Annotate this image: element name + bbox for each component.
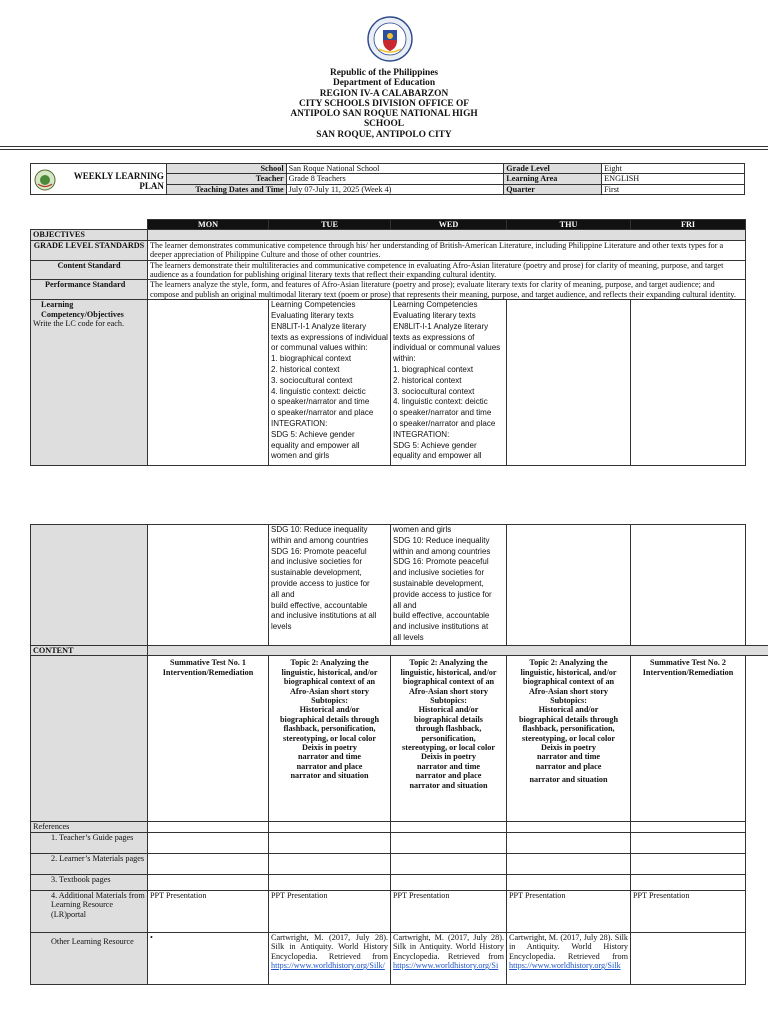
area-label: Learning Area bbox=[504, 174, 602, 184]
header-line: CITY SCHOOLS DIVISION OFFICE OF bbox=[299, 98, 469, 109]
lc2-fri bbox=[631, 525, 746, 646]
citation-link[interactable]: https://www.worldhistory.org/Silk bbox=[509, 961, 621, 971]
additional-mon: PPT Presentation bbox=[148, 890, 269, 932]
document-header bbox=[250, 68, 518, 140]
other-resource-label: Other Learning Resource bbox=[31, 932, 148, 984]
learners-materials-label: 2. Learner’s Materials pages bbox=[31, 853, 148, 874]
header-line: SAN ROQUE, ANTIPOLO CITY bbox=[316, 129, 452, 140]
other-tue: Cartwright, M. (2017, July 28). Silk in Antiquity. World History Encyclopedia. Retrieved from https://www.worldhistory.org/Silk/ bbox=[269, 932, 391, 984]
content-fri: Summative Test No. 2 Intervention/Remediation bbox=[631, 656, 746, 822]
performance-standard-label: Performance Standard bbox=[31, 280, 148, 300]
day-header-thu: THU bbox=[507, 220, 631, 230]
learning-competency-label: Learning Competency/Objectives Write the LC code for each. bbox=[31, 300, 148, 466]
content-thu: Topic 2: Analyzing the linguistic, historical, and/or biographical context of an Afro-Asian short story Subtopics: Historical and/or biographical details through flashback, personification, stereotyping, or local color Deixis in poetry narrator and time narrator and place narrator and situation bbox=[507, 656, 631, 822]
objectives-label: OBJECTIVES bbox=[31, 230, 148, 240]
content-wed: Topic 2: Analyzing the linguistic, historical, and/or biographical context of an Afro-Asian short story Subtopics: Historical and/or biographical details through flashback, personification, stereotyping, or local color Deixis in poetry narrator and time narrator and place narrator and situation bbox=[391, 656, 507, 822]
citation-link[interactable]: https://www.worldhistory.org/Si bbox=[393, 961, 499, 971]
grade-label: Grade Level bbox=[504, 164, 602, 174]
header-line: Republic of the Philippines bbox=[329, 68, 439, 78]
lc2-thu bbox=[507, 525, 631, 646]
divider bbox=[0, 149, 768, 150]
quarter-value: First bbox=[602, 184, 745, 194]
grade-value: Eight bbox=[602, 164, 745, 174]
quarter-label: Quarter bbox=[504, 184, 602, 194]
dates-label: Teaching Dates and Time bbox=[166, 184, 286, 194]
objectives-table bbox=[30, 219, 746, 466]
lc-thu bbox=[507, 300, 631, 466]
teacher-label: Teacher bbox=[166, 174, 286, 184]
grade-standards-text: The learner demonstrates communicative competence through his/ her understanding of British-American Literature, including Philippine Literature and other texts types for a deeper appreciation of Philippine Culture and those of other countries. bbox=[148, 240, 746, 260]
school-logo-icon bbox=[34, 169, 56, 191]
citation-link[interactable]: https://www.worldhistory.org/Silk/ bbox=[271, 961, 385, 971]
textbook-label: 3. Textbook pages bbox=[31, 874, 148, 890]
grade-standards-label: GRADE LEVEL STANDARDS bbox=[31, 240, 148, 260]
other-thu: Cartwright, M. (2017, July 28). Silk in Antiquity. World History Encyclopedia. Retrieved from https://www.worldhistory.org/Silk bbox=[507, 932, 631, 984]
divider bbox=[0, 146, 768, 147]
lc2-tue: SDG 10: Reduce inequality within and among countries SDG 16: Promote peaceful and inclusive societies for sustainable development, provide access to justice for all and build effective, accountable and inclusive institutions at all levels bbox=[269, 525, 391, 646]
lc-mon bbox=[148, 300, 269, 466]
teacher-value: Grade 8 Teachers bbox=[286, 174, 504, 184]
content-label: CONTENT bbox=[31, 646, 148, 656]
header-line: ANTIPOLO SAN ROQUE NATIONAL HIGH bbox=[290, 109, 478, 120]
content-tue: Topic 2: Analyzing the linguistic, historical, and/or biographical context of an Afro-Asian short story Subtopics: Historical and/or biographical details through flashback, personification, stereotyping, or local color Deixis in poetry narrator and time narrator and place narrator and situation bbox=[269, 656, 391, 822]
area-value: ENGLISH bbox=[602, 174, 745, 184]
header-line: Department of Education bbox=[332, 78, 436, 89]
additional-fri: PPT Presentation bbox=[631, 890, 746, 932]
header-line: SCHOOL bbox=[363, 119, 405, 130]
references-label: References bbox=[31, 822, 148, 832]
lc-fri bbox=[631, 300, 746, 466]
content-table bbox=[30, 524, 768, 985]
other-mon: • bbox=[148, 932, 269, 984]
day-header-mon: MON bbox=[148, 220, 269, 230]
wlp-title: WEEKLY LEARNING PLAN bbox=[73, 171, 164, 192]
info-table bbox=[30, 163, 745, 195]
content-mon: Summative Test No. 1 Intervention/Remediation bbox=[148, 656, 269, 822]
deped-seal-icon bbox=[367, 16, 413, 62]
content-standard-label: Content Standard bbox=[31, 260, 148, 280]
lc2-wed: women and girls SDG 10: Reduce inequality within and among countries SDG 16: Promote peaceful and inclusive societies for sustainable development, provide access to justice for all and build effective, accountable and inclusive institutions at all levels bbox=[391, 525, 507, 646]
school-label: School bbox=[166, 164, 286, 174]
dates-value: July 07-July 11, 2025 (Week 4) bbox=[286, 184, 504, 194]
day-header-tue: TUE bbox=[269, 220, 391, 230]
day-header-fri: FRI bbox=[631, 220, 746, 230]
performance-standard-text: The learners analyze the style, form, and features of Afro-Asian literature (poetry and prose); evaluate literary texts for clarity of meaning, purpose, and target audience; and compose and publish an original multimodal literary text (poem or prose) that represents their meaning, purpose, and target audience, and reflects their expanding cultural identity. bbox=[148, 280, 746, 300]
additional-materials-label: 4. Additional Materials from Learning Resource (LR)portal bbox=[31, 890, 148, 932]
lc-wed: Learning Competencies Evaluating literary texts EN8LIT-I-1 Analyze literary texts as expressions of individual or communal values within: 1. biographical context 2. historical context 3. sociocultural context 4. linguistic context: deictic o speaker/narrator and time o speaker/narrator and place INTEGRATION: SDG 5: Achieve gender equality and empower all bbox=[391, 300, 507, 466]
additional-wed: PPT Presentation bbox=[391, 890, 507, 932]
additional-tue: PPT Presentation bbox=[269, 890, 391, 932]
content-standard-text: The learners demonstrate their multiliteracies and communicative competence in evaluating Afro-Asian literature (poetry and prose) for clarity of meaning, purpose, and target audience as a foundation for publishing original literary texts that reflect their expanding cultural identity. bbox=[148, 260, 746, 280]
other-fri bbox=[631, 932, 746, 984]
header-line: REGION IV-A CALABARZON bbox=[319, 88, 449, 99]
day-header-wed: WED bbox=[391, 220, 507, 230]
wlp-title-cell bbox=[31, 164, 167, 195]
additional-thu: PPT Presentation bbox=[507, 890, 631, 932]
teachers-guide-label: 1. Teacher’s Guide pages bbox=[31, 832, 148, 853]
lc-continued-label bbox=[31, 525, 148, 646]
lc-tue: Learning Competencies Evaluating literary texts EN8LIT-I-1 Analyze literary texts as expressions of individual or communal values within: 1. biographical context 2. historical context 3. sociocultural context 4. linguistic context: deictic o speaker/narrator and time o speaker/narrator and place INTEGRATION: SDG 5: Achieve gender equality and empower all women and girls bbox=[269, 300, 391, 466]
lc2-mon bbox=[148, 525, 269, 646]
other-wed: Cartwright, M. (2017, July 28). Silk in Antiquity. World History Encyclopedia. Retrieved from https://www.worldhistory.org/Si bbox=[391, 932, 507, 984]
school-value: San Roque National School bbox=[286, 164, 504, 174]
